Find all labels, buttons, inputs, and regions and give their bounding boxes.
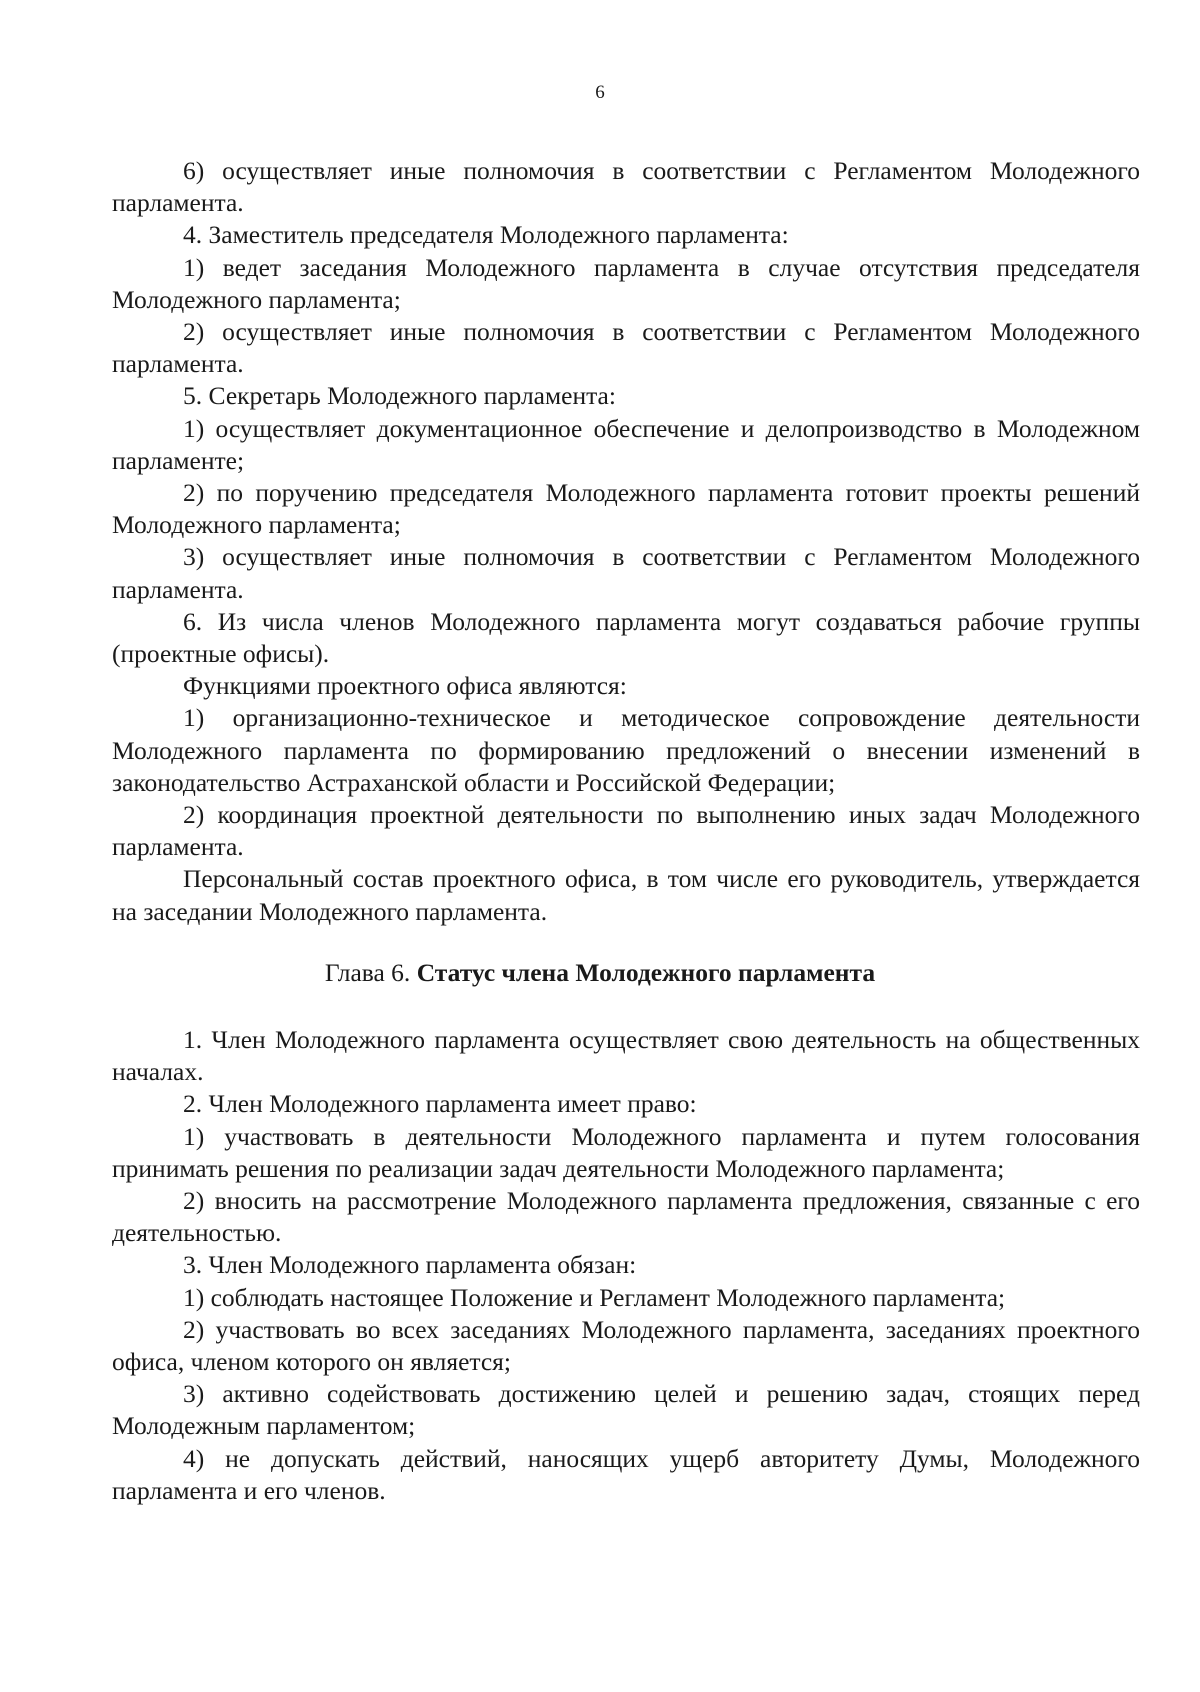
page-number: 6	[595, 82, 605, 103]
paragraph: Персональный состав проектного офиса, в том числе его руководитель, утверждается на заседании Молодежного парламента.	[112, 864, 1140, 926]
paragraph: 4) не допускать действий, наносящих ущерб авторитету Думы, Молодежного парламента и его членов.	[112, 1443, 1140, 1505]
paragraph: 4. Заместитель председателя Молодежного парламента:	[183, 220, 789, 250]
paragraph: 3) активно содействовать достижению целей и решению задач, стоящих перед Молодежным парламентом;	[112, 1379, 1140, 1441]
paragraph: 1) ведет заседания Молодежного парламента в случае отсутствия председателя Молодежного парламента;	[112, 252, 1140, 314]
paragraph: 1) соблюдать настоящее Положение и Регламент Молодежного парламента;	[183, 1282, 1006, 1312]
paragraph: 6) осуществляет иные полномочия в соответствии с Регламентом Молодежного парламента.	[112, 156, 1140, 218]
paragraph: 6. Из числа членов Молодежного парламента могут создаваться рабочие группы (проектные офисы).	[112, 606, 1140, 669]
paragraph: 2) вносить на рассмотрение Молодежного парламента предложения, связанные с его деятельностью.	[112, 1186, 1140, 1248]
paragraph: 1. Член Молодежного парламента осуществляет свою деятельность на общественных началах.	[112, 1025, 1140, 1087]
top-text-block	[112, 155, 1140, 928]
paragraph: 5. Секретарь Молодежного парламента:	[183, 381, 616, 411]
paragraph: 3) осуществляет иные полномочия в соответствии с Регламентом Молодежного парламента.	[112, 542, 1140, 604]
paragraph: 1) осуществляет документационное обеспечение и делопроизводство в Молодежном парламенте;	[112, 413, 1140, 475]
paragraph: 2) координация проектной деятельности по выполнению иных задач Молодежного парламента.	[112, 800, 1140, 862]
paragraph: Функциями проектного офиса являются:	[183, 671, 627, 701]
paragraph: 2. Член Молодежного парламента имеет право:	[183, 1089, 697, 1119]
paragraph: 3. Член Молодежного парламента обязан:	[183, 1250, 637, 1280]
paragraph: 2) осуществляет иные полномочия в соответствии с Регламентом Молодежного парламента.	[112, 317, 1140, 379]
paragraph: 1) участвовать в деятельности Молодежного парламента и путем голосования принимать решения по реализации задач деятельности Молодежного парламента;	[112, 1121, 1140, 1183]
chapter-title: Статус члена Молодежного парламента	[416, 958, 876, 987]
paragraph: 1) организационно-техническое и методическое сопровождение деятельности Молодежного парламента по формированию предложений о внесении изменений в законодательство Астраханской области и Российской Федерации;	[112, 703, 1140, 797]
chapter-prefix: Глава 6.	[324, 958, 417, 987]
bottom-text-block	[112, 1024, 1140, 1507]
paragraph: 2) участвовать во всех заседаниях Молодежного парламента, заседаниях проектного офиса, членом которого он является;	[112, 1314, 1140, 1377]
chapter-heading	[0, 957, 1200, 989]
paragraph: 2) по поручению председателя Молодежного парламента готовит проекты решений Молодежного парламента;	[112, 478, 1140, 540]
